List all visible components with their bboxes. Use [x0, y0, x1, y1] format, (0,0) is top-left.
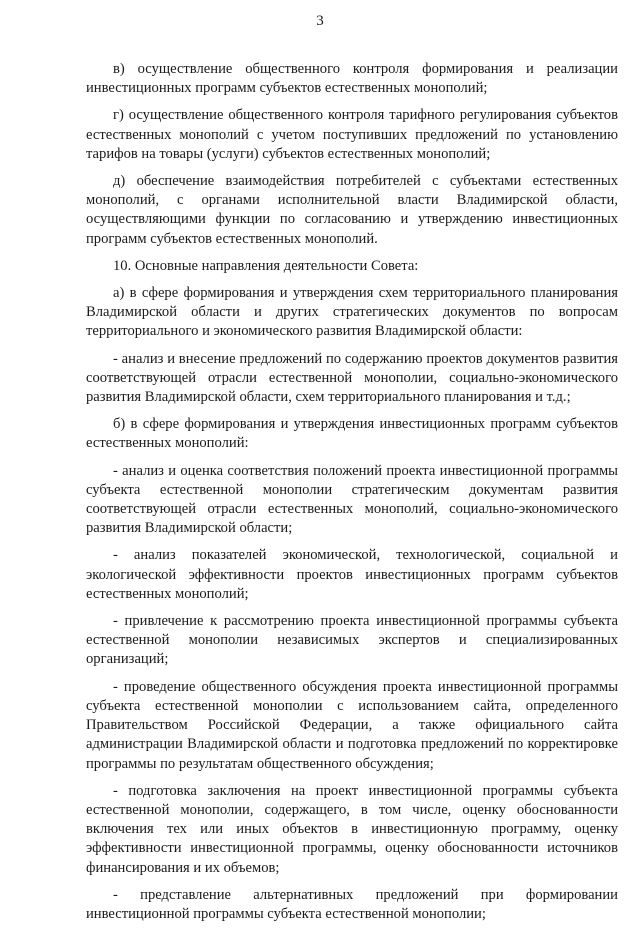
section-10-heading: 10. Основные направления деятельности Совета: — [113, 257, 419, 274]
list-item-alternative-proposals: - представление альтернативных предложений при формировании инвестиционной программы субъекта естественной монополии; — [86, 886, 618, 922]
list-item-conclusion: - подготовка заключения на проект инвестиционной программы субъекта естественной монополии, содержащего, в том числе, оценку обоснованности включения тех или иных объектов в инвестиционную программу, оценку эффективности инвестиционной программы, оценку обоснованности источников финансирования и их объемов; — [86, 782, 618, 876]
list-item-independent-experts: - привлечение к рассмотрению проекта инвестиционной программы субъекта естественной монополии независимых экспертов и специализированных организаций; — [86, 613, 618, 668]
paragraph-b: б) в сфере формирования и утверждения инвестиционных программ субъектов естественных монополий: — [86, 416, 618, 452]
list-item-compliance-assessment: - анализ и оценка соответствия положений проекта инвестиционной программы субъекта естественной монополии стратегическим документам развития соответствующей отрасли естественных монополий, социально-экономического развития Владимирской области; — [86, 462, 618, 537]
list-item-analysis-proposals: - анализ и внесение предложений по содержанию проектов документов развития соответствующей отрасли естественной монополии, социально-экономического развития Владимирской области, схем территориального планирования и т.д.; — [86, 350, 618, 406]
list-item-efficiency-analysis: - анализ показателей экономической, технологической, социальной и экологической эффективности проектов инвестиционных программ субъектов естественных монополий; — [86, 547, 618, 602]
list-item-public-discussion: - проведение общественного обсуждения проекта инвестиционной программы субъекта естественной монополии с использованием сайта, определенного Правительством Российской Федерации, а также официального сайта администрации Владимирской области и подготовка предложений по корректировке программы по результатам общественного обсуждения; — [86, 678, 618, 772]
paragraph-a: а) в сфере формирования и утверждения схем территориального планирования Владимирской области и других стратегических документов по вопросам территориального и экономического развития Владимирской области: — [86, 285, 618, 340]
paragraph-g: г) осуществление общественного контроля тарифного регулирования субъектов естественных монополий с учетом поступивших предложений по установлению тарифов на товары (услуги) субъектов естественных монополий; — [86, 107, 618, 162]
document-body — [86, 60, 618, 932]
paragraph-v: в) осуществление общественного контроля формирования и реализации инвестиционных программ субъектов естественных монополий; — [86, 61, 618, 97]
page-number: 3 — [316, 13, 324, 29]
paragraph-d: д) обеспечение взаимодействия потребителей с субъектами естественных монополий, с органами исполнительной власти Владимирской области, осуществляющими функции по согласованию и утверждению инвестиционных программ субъектов естественных монополий. — [86, 173, 618, 247]
